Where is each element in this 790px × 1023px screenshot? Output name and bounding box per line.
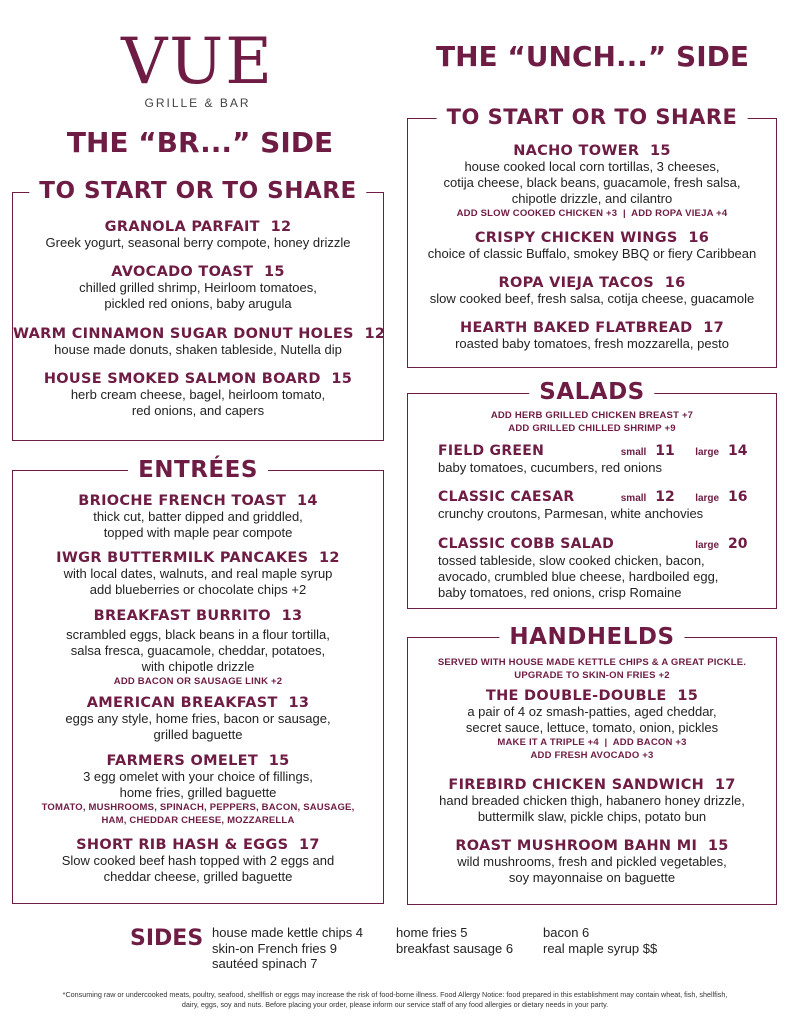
list-item: real maple syrup $$ (543, 940, 658, 956)
item-price: 14 (296, 493, 318, 509)
list-item (438, 535, 746, 601)
salads-title: SALADS (529, 378, 654, 406)
item-addon: TOMATO, MUSHROOMS, SPINACH, PEPPERS, BACON, SAUSAGE, (41, 802, 355, 813)
item-desc: buttermilk slaw, pickle chips, potato bun (477, 809, 707, 824)
notice-line: dairy, eggs, soy and nuts. Before placing your order, please inform our service staff of any food allergies or dietary needs in your party. (181, 1000, 609, 1009)
item-price: 15 (331, 371, 353, 387)
handhelds-note (408, 656, 776, 682)
size-label: small (620, 493, 647, 504)
item-desc: cheddar cheese, grilled baguette (103, 869, 293, 884)
item-price: 15 (677, 688, 699, 704)
item-name: CLASSIC COBB SALAD (438, 536, 615, 552)
list-item (438, 442, 746, 476)
item-desc: 3 egg omelet with your choice of fillings, (83, 769, 313, 784)
item-desc: with local dates, walnuts, and real maple syrup (63, 566, 333, 581)
item-desc: cotija cheese, black beans, guacamole, fresh salsa, (443, 175, 741, 190)
item-name: HOUSE SMOKED SALMON BOARD (43, 371, 321, 387)
item-desc: topped with maple pear compote (103, 525, 293, 540)
size-label: large (695, 540, 720, 551)
item-name: WARM CINNAMON SUGAR DONUT HOLES (13, 326, 354, 342)
item-addon: HAM, CHEDDAR CHEESE, MOZZARELLA (101, 815, 295, 826)
salads-addons (408, 409, 776, 435)
item-desc: pickled red onions, baby arugula (104, 296, 292, 311)
list-item (13, 326, 386, 358)
sides-col-2 (396, 925, 513, 956)
item-desc: home fries, grilled baguette (119, 785, 277, 800)
item-name: CLASSIC CAESAR (438, 489, 575, 505)
item-desc: a pair of 4 oz smash-patties, aged cheddar, (467, 704, 717, 719)
item-name: BREAKFAST BURRITO (93, 608, 271, 624)
item-price: 17 (299, 837, 320, 853)
handhelds-title: HANDHELDS (499, 623, 684, 651)
br-start-title: TO START OR TO SHARE (29, 177, 366, 205)
item-desc: red onions, and capers (131, 403, 265, 418)
list-item (13, 608, 383, 688)
logo-subtitle: GRILLE & BAR (144, 96, 251, 110)
allergy-notice (8, 990, 782, 1010)
item-name: ROPA VIEJA TACOS (498, 275, 654, 291)
item-name: ROAST MUSHROOM BAHN MI (455, 838, 698, 854)
br-start-box (12, 178, 386, 441)
list-item (13, 550, 383, 598)
list-item: house made kettle chips 4 (212, 925, 364, 940)
item-price: 17 (703, 320, 724, 336)
item-name: NACHO TOWER (513, 143, 640, 159)
item-desc: Slow cooked beef hash topped with 2 eggs and (61, 853, 335, 868)
notice-line: *Consuming raw or undercooked meats, poultry, seafood, shellfish or eggs may increase the risk of food-borne illness. Food Allergy Notice: food prepared in this establishment may contain wheat, fish, shellfish, (62, 990, 728, 999)
item-desc: slow cooked beef, fresh salsa, cotija cheese, guacamole (429, 291, 755, 306)
list-item (13, 264, 383, 312)
unch-start-box (407, 105, 777, 368)
item-addon: ADD FRESH AVOCADO +3 (530, 750, 654, 761)
list-item (13, 753, 383, 827)
item-name: GRANOLA PARFAIT (104, 219, 260, 235)
list-item (438, 488, 746, 522)
item-desc: grilled baguette (153, 727, 243, 742)
item-price: 13 (281, 608, 303, 624)
unch-start-title: TO START OR TO SHARE (437, 104, 748, 130)
item-addon: ADD HERB GRILLED CHICKEN BREAST +7 (490, 410, 694, 421)
list-item: skin-on French fries 9 (212, 940, 337, 956)
entrees-box (12, 457, 384, 904)
item-name: FIELD GREEN (438, 443, 545, 459)
item-desc: chilled grilled shrimp, Heirloom tomatoes, (79, 280, 317, 295)
handhelds-box (407, 624, 777, 905)
item-desc: tossed tableside, slow cooked chicken, bacon, (438, 553, 705, 568)
item-desc: chipotle drizzle, and cilantro (511, 191, 673, 206)
list-item (13, 837, 383, 885)
item-price: 11 (655, 443, 675, 459)
item-addon: ADD SLOW COOKED CHICKEN +3 | ADD ROPA VIEJA +4 (456, 208, 728, 219)
item-price: 15 (707, 838, 729, 854)
item-price: 20 (728, 536, 748, 552)
item-price: 14 (728, 443, 748, 459)
item-name: AMERICAN BREAKFAST (86, 695, 278, 711)
item-desc: roasted baby tomatoes, fresh mozzarella, pesto (455, 336, 729, 351)
item-name: BRIOCHE FRENCH TOAST (78, 493, 287, 509)
unch-side-title: THE “UNCH...” SIDE (436, 40, 749, 73)
item-price: 15 (264, 264, 285, 280)
item-price: 12 (655, 489, 675, 505)
item-desc: salsa fresca, guacamole, cheddar, potatoes, (70, 643, 326, 658)
item-name: IWGR BUTTERMILK PANCAKES (56, 550, 309, 566)
item-price: 13 (288, 695, 310, 711)
item-price: 15 (268, 753, 290, 769)
size-label: large (695, 493, 720, 504)
item-price: 12 (319, 550, 340, 566)
item-addon: UPGRADE TO SKIN-ON FRIES +2 (514, 670, 670, 681)
list-item (408, 838, 776, 886)
item-desc: with chipotle drizzle (141, 659, 255, 674)
item-desc: hand breaded chicken thigh, habanero honey drizzle, (439, 793, 745, 808)
item-price: 17 (714, 777, 736, 793)
list-item (13, 695, 383, 743)
item-desc: house made donuts, shaken tableside, Nutella dip (54, 342, 342, 357)
entrees-title: ENTRÉES (128, 456, 268, 484)
size-label: small (620, 447, 647, 458)
item-name: FARMERS OMELET (106, 753, 259, 769)
list-item: home fries 5 (396, 925, 468, 940)
list-item (408, 777, 776, 825)
item-desc: crunchy croutons, Parmesan, white anchovies (438, 506, 704, 521)
item-price: 15 (650, 143, 671, 159)
br-side-title: THE “BR...” SIDE (66, 126, 334, 159)
item-price: 16 (664, 275, 686, 291)
list-item (408, 230, 776, 262)
item-desc: Greek yogurt, seasonal berry compote, honey drizzle (45, 235, 351, 250)
size-label: large (695, 447, 720, 458)
sides-col-3 (543, 925, 657, 956)
item-desc: avocado, crumbled blue cheese, hardboiled egg, (438, 569, 719, 584)
item-desc: soy mayonnaise on baguette (508, 870, 676, 885)
item-desc: add blueberries or chocolate chips +2 (89, 582, 307, 597)
list-item: sautéed spinach 7 (212, 956, 318, 971)
list-item (13, 493, 383, 541)
item-name: THE DOUBLE-DOUBLE (485, 688, 667, 704)
item-addon: ADD GRILLED CHILLED SHRIMP +9 (508, 423, 676, 434)
logo-text: VUE (121, 25, 274, 99)
item-price: 16 (728, 489, 748, 505)
sides-col-1 (212, 925, 363, 972)
item-name: FIREBIRD CHICKEN SANDWICH (448, 777, 705, 793)
list-item (408, 320, 776, 352)
list-item (408, 143, 776, 220)
item-addon: ADD BACON OR SAUSAGE LINK +2 (113, 676, 283, 687)
item-desc: choice of classic Buffalo, smokey BBQ or fiery Caribbean (427, 246, 757, 261)
item-price: 16 (688, 230, 710, 246)
item-price: 12 (364, 326, 386, 342)
list-item: breakfast sausage 6 (396, 940, 514, 956)
item-name: SHORT RIB HASH & EGGS (76, 837, 289, 853)
item-desc: wild mushrooms, fresh and pickled vegetables, (457, 854, 727, 869)
logo (120, 25, 275, 110)
item-price: 12 (270, 219, 292, 235)
item-desc: eggs any style, home fries, bacon or sausage, (65, 711, 331, 726)
item-desc: secret sauce, lettuce, tomato, onion, pickles (465, 720, 719, 735)
list-item (13, 371, 383, 419)
item-desc: baby tomatoes, cucumbers, red onions (438, 460, 663, 475)
item-name: AVOCADO TOAST (111, 264, 254, 280)
list-item (408, 275, 776, 307)
item-desc: scrambled eggs, black beans in a flour tortilla, (66, 627, 330, 642)
item-desc: thick cut, batter dipped and griddled, (93, 509, 303, 524)
item-desc: herb cream cheese, bagel, heirloom tomato, (70, 387, 326, 402)
item-addon: SERVED WITH HOUSE MADE KETTLE CHIPS & A GREAT PICKLE. (437, 657, 747, 668)
item-desc: baby tomatoes, red onions, crisp Romaine (438, 585, 682, 600)
sides-title: SIDES (130, 926, 204, 951)
item-addon: MAKE IT A TRIPLE +4 | ADD BACON +3 (497, 737, 687, 748)
list-item (13, 219, 383, 251)
list-item (408, 688, 776, 762)
list-item: bacon 6 (543, 925, 590, 940)
salads-box (407, 379, 777, 609)
item-name: CRISPY CHICKEN WINGS (474, 230, 678, 246)
item-desc: house cooked local corn tortillas, 3 cheeses, (464, 159, 720, 174)
item-name: HEARTH BAKED FLATBREAD (460, 320, 693, 336)
